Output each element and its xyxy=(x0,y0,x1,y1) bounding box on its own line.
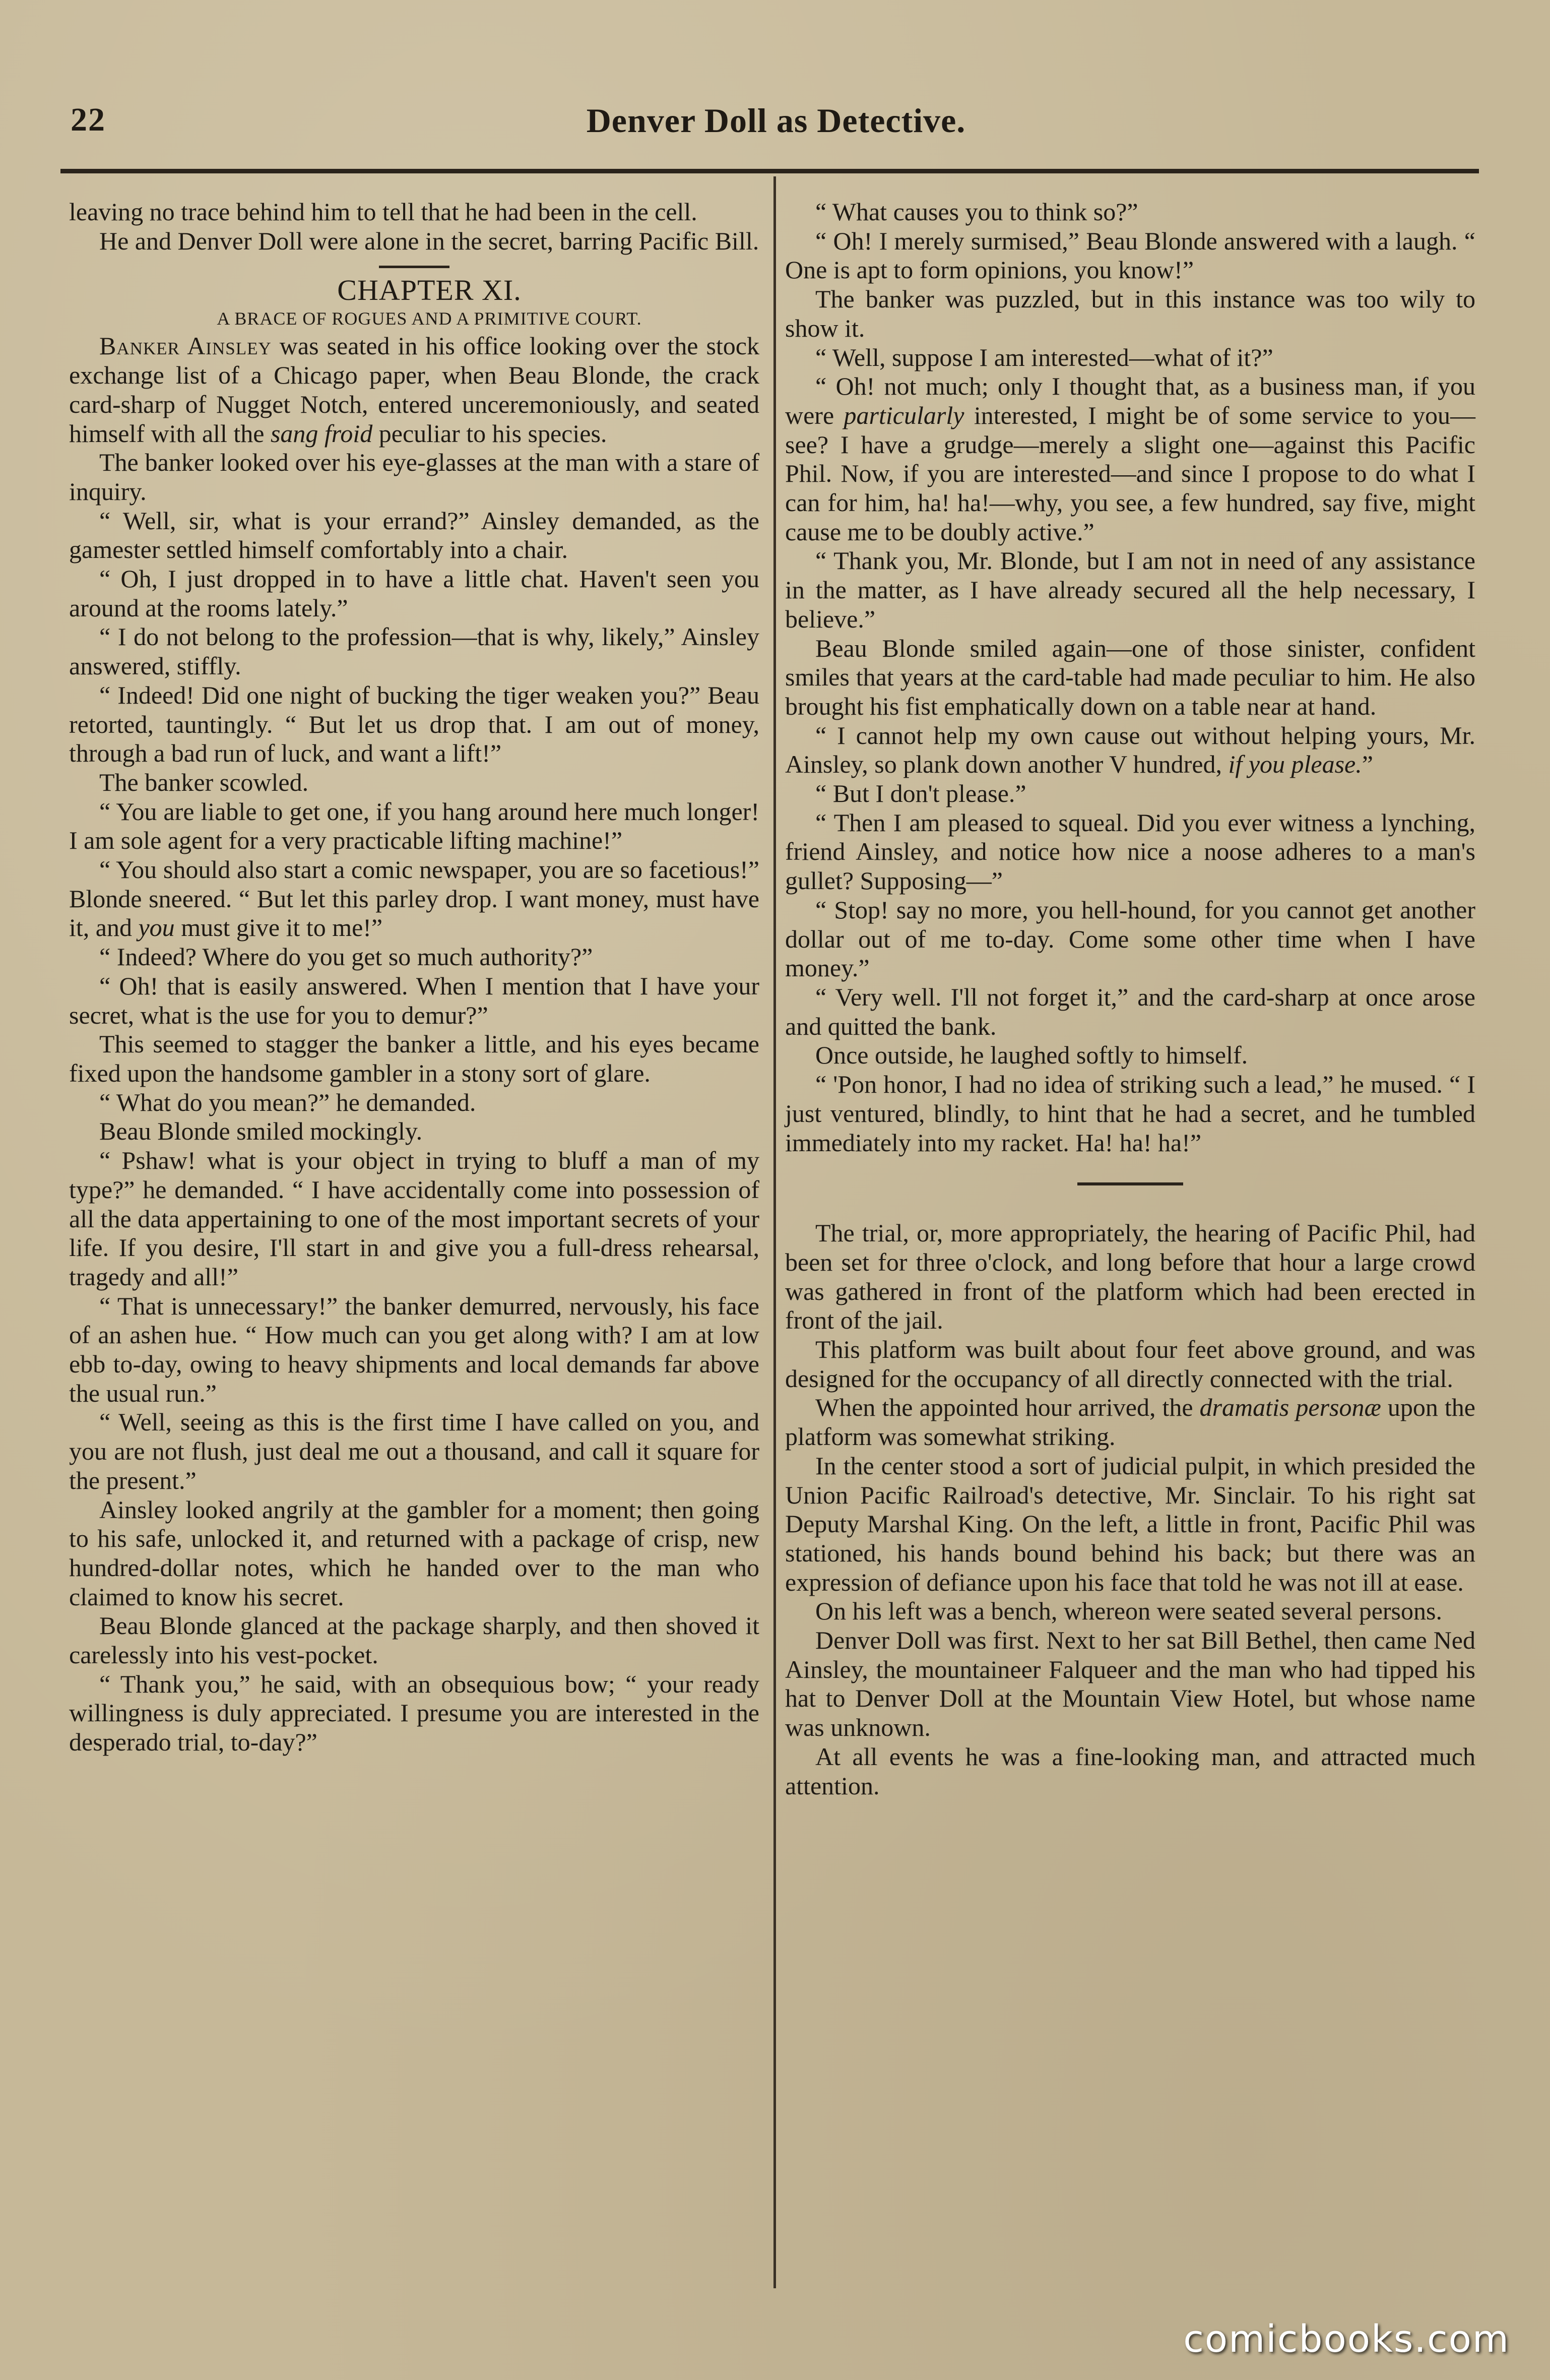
paragraph: “ Oh! I merely surmised,” Beau Blonde answered with a laugh. “ One is apt to form opinions, you know!” xyxy=(785,226,1475,284)
paragraph: Ainsley looked angrily at the gambler for a moment; then going to his safe, unlocked it, and returned with a package of crisp, new hundred-dollar notes, which he handed over to the man who claimed to know his secret. xyxy=(69,1495,759,1611)
text-run: interested, I might be of some service to you—see? I have a grudge—merely a slight one—against this Pacific Phil. Now, if you are interested—and since I propose to do what I can for him, ha! ha!—why, you see, a few hundred, say five, might cause me to be doubly active.” xyxy=(785,401,1475,546)
paragraph xyxy=(69,855,759,943)
emphasis: if you please. xyxy=(1228,750,1362,779)
text-run: upon the platform was somewhat striking. xyxy=(785,1393,1476,1451)
paragraph: The banker looked over his eye-glasses at the man with a stare of inquiry. xyxy=(69,448,759,506)
paragraph xyxy=(785,721,1475,779)
paragraph: This platform was built about four feet above ground, and was designed for the occupancy of all directly connected with the trial. xyxy=(785,1335,1475,1393)
text-run: ” xyxy=(1362,750,1373,779)
paragraph: “ Well, sir, what is your errand?” Ainsley demanded, as the gamester settled himself comfortably into a chair. xyxy=(69,506,759,564)
paragraph: “ That is unnecessary!” the banker demurred, nervously, his face of an ashen hue. “ How much can you get along with? I am at low ebb to-day, owing to heavy shipments and local demands far above the usual run.” xyxy=(69,1291,759,1407)
paragraph: Once outside, he laughed softly to himself. xyxy=(815,1041,1248,1070)
paragraph: The banker scowled. xyxy=(99,768,309,796)
paragraph xyxy=(785,1393,1475,1451)
text-run: “ I cannot help my own cause out without helping yours, Mr. Ainsley, so plank down another V hundred, xyxy=(785,721,1475,779)
paragraph: “ Indeed? Where do you get so much authority?” xyxy=(99,943,593,971)
emphasis: dramatis personæ xyxy=(1199,1393,1381,1422)
text-run: peculiar to his species. xyxy=(372,419,607,448)
paragraph: Beau Blonde smiled again—one of those sinister, confident smiles that years at the card-table had made peculiar to him. He also brought his fist emphatically down on a table near at hand. xyxy=(785,634,1475,720)
paragraph: “ 'Pon honor, I had no idea of striking such a lead,” he mused. “ I just ventured, blindly, to hint that he had a secret, and he tumbled immediately into my racket. Ha! ha! ha!” xyxy=(785,1070,1475,1157)
paragraph: “ Indeed! Did one night of bucking the tiger weaken you?” Beau retorted, tauntingly. “ But let us drop that. I am out of money, through a bad run of luck, and want a lift!” xyxy=(69,680,759,768)
paragraph xyxy=(785,372,1475,546)
paragraph: “ Thank you,” he said, with an obsequious bow; “ your ready willingness is duly appreciated. I presume you are interested in the desperado trial, to-day?” xyxy=(69,1669,759,1757)
paragraph: “ You are liable to get one, if you hang around here much longer! I am sole agent for a very practicable lifting machine!” xyxy=(69,797,759,855)
paragraph: “ Well, seeing as this is the first time I have called on you, and you are not flush, just deal me out a thousand, and call it square for the present.” xyxy=(69,1408,759,1494)
emphasis: particularly xyxy=(844,401,964,429)
text-run: “ You should also start a comic newspaper, you are so facetious!” Blonde sneered. “ But let this parley drop. I want money, must have it, and xyxy=(69,855,759,942)
page-header xyxy=(60,101,1492,146)
paragraph: On his left was a bench, whereon were seated several persons. xyxy=(815,1597,1442,1625)
paragraph: At all events he was a fine-looking man, and attracted much attention. xyxy=(785,1742,1475,1800)
text-run: was seated in his office looking over the stock exchange list of a Chicago paper, when Beau Blonde, the crack card-sharp of Nugget Notch, entered unceremoniously, and seated himself with all the xyxy=(69,332,759,448)
paragraph: In the center stood a sort of judicial pulpit, in which presided the Union Pacific Railroad's detective, Mr. Sinclair. To his right sat Deputy Marshal King. On the left, a little in front, Pacific Phil was stationed, his hands bound behind his back; but there was an expression of defiance upon his face that told he was not ill at ease. xyxy=(785,1451,1475,1596)
text-run: must give it to me!” xyxy=(174,913,383,942)
paragraph: “ Stop! say no more, you hell-hound, for you cannot get another dollar out of me to-day. Come some other time when I have money.” xyxy=(785,895,1475,982)
paragraph: “ But I don't please.” xyxy=(815,779,1026,808)
section-rule xyxy=(1077,1182,1183,1185)
left-column xyxy=(69,198,759,1757)
running-title: Denver Doll as Detective. xyxy=(586,101,966,140)
paragraph: The banker was puzzled, but in this instance was too wily to show it. xyxy=(785,285,1475,342)
site-watermark: comicbooks.com xyxy=(1183,2318,1510,2361)
emphasis: sang froid xyxy=(270,419,373,448)
column-divider xyxy=(773,176,776,2288)
paragraph: The trial, or, more appropriately, the hearing of Pacific Phil, had been set for three o'clock, and long before that hour a large crowd was gathered in front of the platform which had been erected in front of the jail. xyxy=(785,1219,1475,1335)
paragraph: “ Thank you, Mr. Blonde, but I am not in need of any assistance in the matter, as I have already secured all the help necessary, I believe.” xyxy=(785,546,1475,633)
paragraph: “ What causes you to think so?” xyxy=(815,198,1138,226)
paragraph: Beau Blonde smiled mockingly. xyxy=(99,1117,423,1146)
paragraph: Beau Blonde glanced at the package sharply, and then shoved it carelessly into his vest-pocket. xyxy=(69,1611,759,1669)
paragraph: He and Denver Doll were alone in the secret, barring Pacific Bill. xyxy=(99,226,759,255)
right-column xyxy=(785,198,1475,1800)
text-run: “ Oh! not much; only I thought that, as a business man, if you were xyxy=(785,372,1475,429)
chapter-title: CHAPTER XI. xyxy=(337,274,522,307)
paragraph: leaving no trace behind him to tell that he had been in the cell. xyxy=(69,198,697,226)
paragraph: “ I do not belong to the profession—that is why, likely,” Ainsley answered, stiffly. xyxy=(69,622,759,680)
paragraph: “ Oh, I just dropped in to have a little chat. Haven't seen you around at the rooms lately.” xyxy=(69,565,759,622)
paragraph: “ Oh! that is easily answered. When I mention that I have your secret, what is the use for you to demur?” xyxy=(69,971,759,1029)
paragraph: “ Well, suppose I am interested—what of it?” xyxy=(815,343,1273,371)
emphasis: you xyxy=(138,913,175,942)
paragraph: Denver Doll was first. Next to her sat Bill Bethel, then came Ned Ainsley, the mountaineer Falqueer and the man who had tipped his hat to Denver Doll at the Mountain View Hotel, but whose name was unknown. xyxy=(785,1626,1475,1742)
paragraph: “ Very well. I'll not forget it,” and the card-sharp at once arose and quitted the bank. xyxy=(785,982,1475,1040)
page-number: 22 xyxy=(71,101,106,138)
text-run: When the appointed hour arrived, the xyxy=(815,1393,1200,1422)
lead-in: Banker Ainsley xyxy=(99,332,272,360)
paragraph: “ Then I am pleased to squeal. Did you ever witness a lynching, friend Ainsley, and notice how nice a noose adheres to a man's gullet? Supposing—” xyxy=(785,808,1475,895)
paragraph: “ Pshaw! what is your object in trying to bluff a man of my type?” he demanded. “ I have accidentally come into possession of all the data appertaining to one of the most important secrets of your life. If you desire, I'll start in and give you a full-dress rehearsal, tragedy and all!” xyxy=(69,1146,759,1291)
chapter-subtitle: A BRACE OF ROGUES AND A PRIMITIVE COURT. xyxy=(217,308,642,329)
paragraph: “ What do you mean?” he demanded. xyxy=(99,1088,476,1116)
paragraph: This seemed to stagger the banker a little, and his eyes became fixed upon the handsome gambler in a stony sort of glare. xyxy=(69,1030,759,1087)
header-rule xyxy=(60,169,1479,173)
paragraph xyxy=(69,332,759,448)
section-rule xyxy=(379,266,449,268)
